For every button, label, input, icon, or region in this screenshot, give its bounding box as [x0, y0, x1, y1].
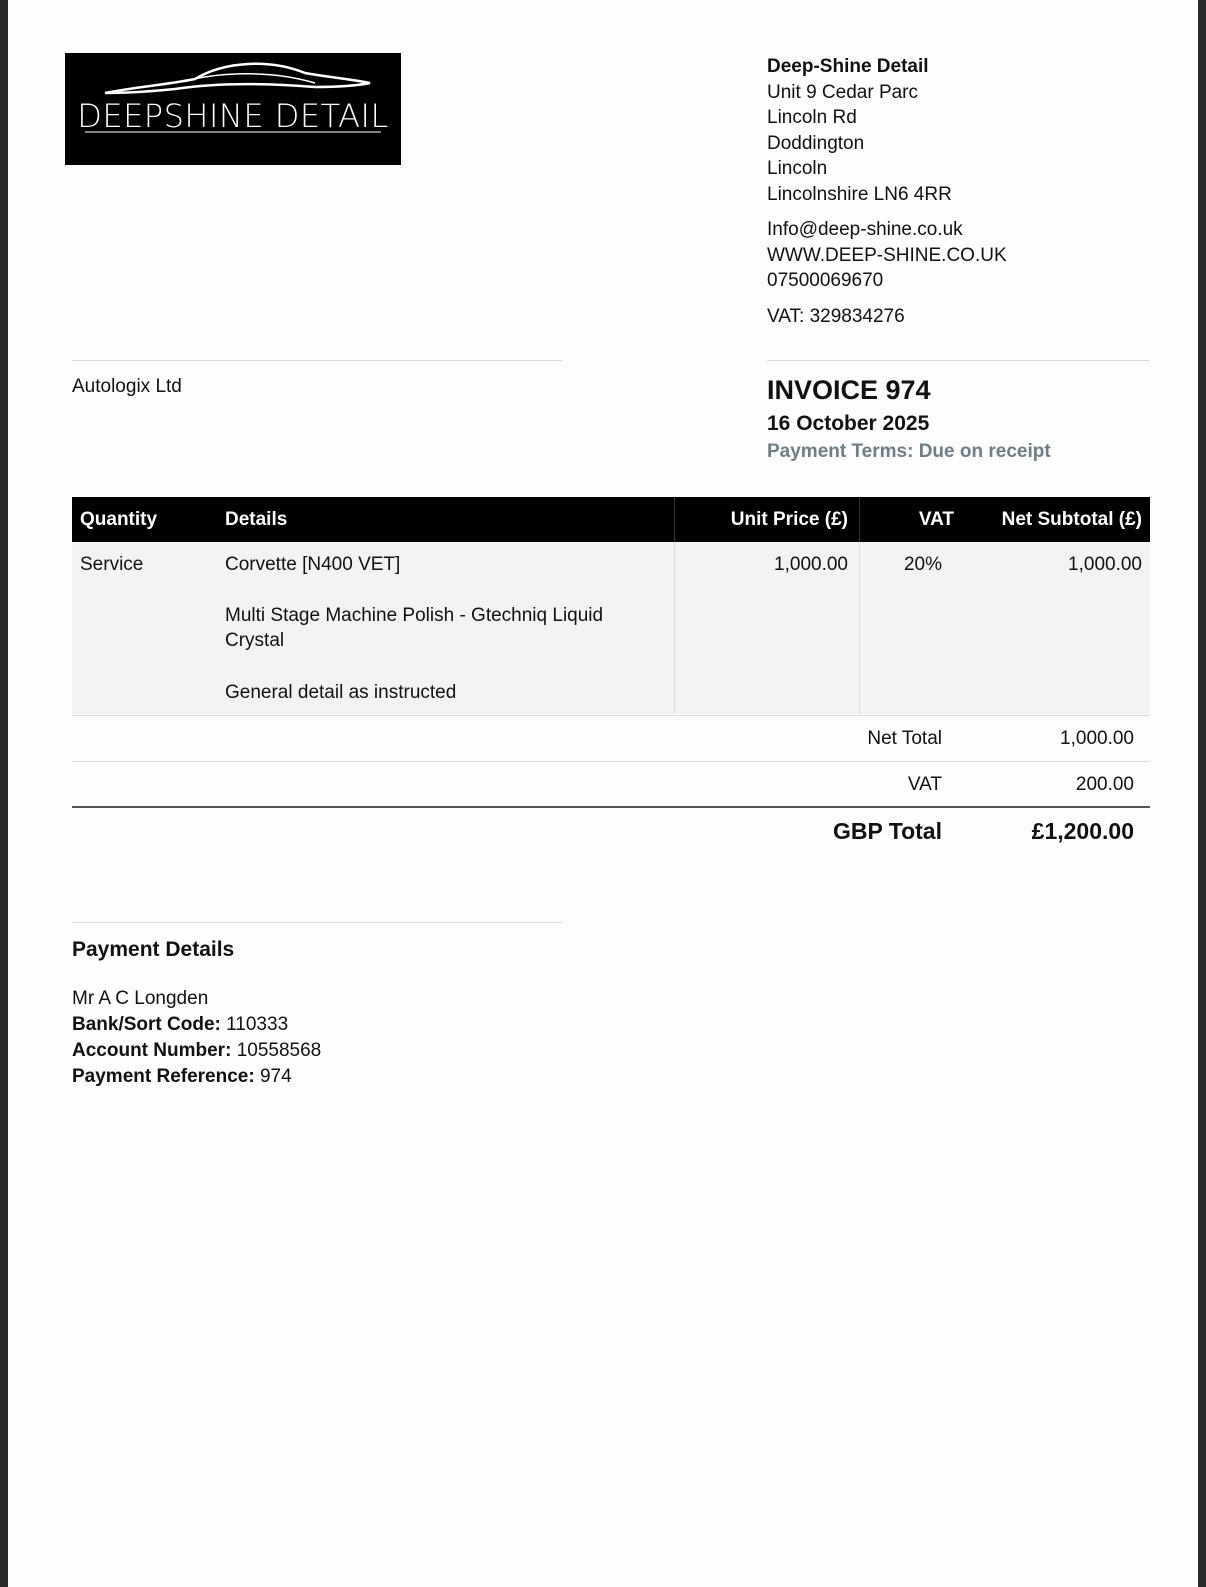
total-divider: [72, 806, 1150, 808]
divider: [72, 922, 562, 923]
header-unit-price: Unit Price (£): [730, 509, 848, 530]
header-quantity: Quantity: [80, 509, 158, 530]
net-total-label: Net Total: [867, 728, 942, 749]
company-website: WWW.DEEP-SHINE.CO.UK: [767, 244, 1007, 266]
header-details: Details: [225, 509, 288, 530]
client-name: Autologix Ltd: [72, 376, 182, 397]
company-email: Info@deep-shine.co.uk: [767, 219, 963, 240]
payment-reference-value: 974: [259, 1066, 292, 1087]
header-net-subtotal: Net Subtotal (£): [1001, 509, 1142, 530]
row-quantity: Service: [80, 554, 144, 575]
row-unit-price: 1,000.00: [774, 554, 848, 575]
logo-text: DEEPSHINE DETAIL: [77, 97, 389, 135]
address-line: Lincoln Rd: [767, 107, 857, 128]
payment-terms: Payment Terms: Due on receipt: [767, 441, 1051, 462]
address-line: Lincolnshire LN6 4RR: [767, 183, 952, 205]
company-name: Deep-Shine Detail: [767, 56, 929, 77]
payment-reference-label: Payment Reference:: [72, 1066, 255, 1087]
row-vat: 20%: [903, 554, 942, 575]
grand-total-value: £1,200.00: [1031, 818, 1134, 844]
address-line: Unit 9 Cedar Parc: [767, 81, 919, 103]
table-row: [72, 542, 1150, 714]
payment-details-title: Payment Details: [72, 938, 235, 961]
table-header: [72, 497, 1150, 542]
company-logo: [65, 53, 401, 165]
row-note: General detail as instructed: [225, 682, 457, 703]
address-line: Lincoln: [767, 158, 828, 179]
payment-details: [72, 986, 321, 1090]
row-net-subtotal: 1,000.00: [1068, 554, 1142, 575]
sort-code-label: Bank/Sort Code:: [72, 1014, 221, 1035]
account-number-label: Account Number:: [72, 1040, 232, 1061]
company-phone: 07500069670: [767, 270, 884, 291]
account-number-value: 10558568: [236, 1040, 322, 1061]
vat-total-label: VAT: [907, 774, 942, 795]
company-vat: VAT: 329834276: [767, 305, 905, 327]
vat-total-value: 200.00: [1075, 774, 1134, 795]
header-vat: VAT: [918, 509, 954, 530]
grand-total-label: GBP Total: [832, 818, 942, 844]
divider: [767, 360, 1150, 361]
invoice-date: 16 October 2025: [767, 412, 930, 435]
divider: [72, 715, 1150, 716]
invoice-page: [8, 0, 1198, 1587]
divider: [72, 360, 562, 361]
address-line: Doddington: [767, 132, 865, 154]
invoice-title: INVOICE 974: [767, 375, 931, 405]
net-total-value: 1,000.00: [1060, 728, 1134, 749]
sort-code-value: 110333: [226, 1014, 289, 1035]
row-vehicle: Corvette [N400 VET]: [225, 554, 401, 575]
payee-name: Mr A C Longden: [72, 988, 209, 1009]
divider: [72, 761, 1150, 762]
company-info: [767, 54, 1007, 329]
row-service: Multi Stage Machine Polish - Gtechniq Liquid Crystal: [225, 605, 604, 651]
